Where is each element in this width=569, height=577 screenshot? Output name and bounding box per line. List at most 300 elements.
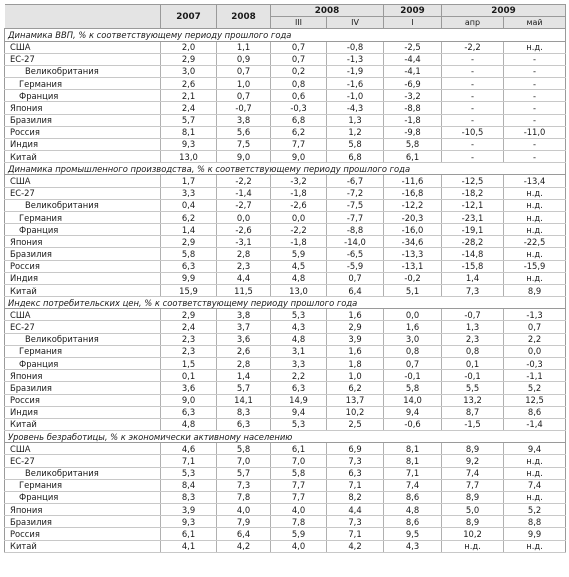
value-cell: 4,2	[327, 540, 384, 552]
value-cell: -0,3	[504, 357, 566, 369]
value-cell: 2,9	[161, 236, 217, 248]
value-cell: 2,3	[442, 333, 504, 345]
value-cell: -1,8	[271, 187, 327, 199]
value-cell: 4,0	[217, 504, 271, 516]
country-label: Япония	[5, 236, 161, 248]
country-label: Германия	[5, 211, 161, 223]
table-row	[5, 455, 566, 467]
value-cell: -2,2	[271, 224, 327, 236]
country-label: Великобритания	[5, 199, 161, 211]
value-cell: 2,4	[161, 321, 217, 333]
value-cell: 5,2	[504, 382, 566, 394]
value-cell: 0,1	[442, 357, 504, 369]
value-cell: 5,8	[327, 138, 384, 150]
value-cell: -1,5	[442, 418, 504, 430]
value-cell: -8,8	[327, 224, 384, 236]
value-cell: 2,5	[327, 418, 384, 430]
value-cell: -	[504, 102, 566, 114]
value-cell: н.д.	[504, 467, 566, 479]
value-cell: 5,8	[384, 138, 442, 150]
table-row	[5, 90, 566, 102]
value-cell: 0,7	[271, 53, 327, 65]
value-cell: 3,9	[161, 504, 217, 516]
value-cell: -19,1	[442, 224, 504, 236]
country-label: Индия	[5, 138, 161, 150]
value-cell: -1,8	[271, 236, 327, 248]
table-row	[5, 211, 566, 223]
value-cell: -34,6	[384, 236, 442, 248]
value-cell: -	[442, 102, 504, 114]
value-cell: 2,2	[504, 333, 566, 345]
country-label: Китай	[5, 418, 161, 430]
value-cell: 7,5	[217, 138, 271, 150]
value-cell: 2,6	[161, 78, 217, 90]
header-blank-cell	[5, 5, 161, 29]
country-label: Россия	[5, 394, 161, 406]
value-cell: 10,2	[327, 406, 384, 418]
value-cell: 8,2	[327, 491, 384, 503]
value-cell: 0,8	[384, 345, 442, 357]
section-header-row	[5, 29, 566, 41]
value-cell: 5,8	[271, 467, 327, 479]
value-cell: 7,0	[217, 455, 271, 467]
value-cell: -28,2	[442, 236, 504, 248]
value-cell: -	[442, 114, 504, 126]
country-label: Бразилия	[5, 114, 161, 126]
value-cell: 1,4	[217, 370, 271, 382]
value-cell: 7,3	[442, 284, 504, 296]
value-cell: 2,3	[161, 345, 217, 357]
value-cell: 3,0	[161, 65, 217, 77]
value-cell: 3,1	[271, 345, 327, 357]
value-cell: 1,0	[327, 370, 384, 382]
country-label: ЕС-27	[5, 187, 161, 199]
section-title: Уровень безработицы, % к экономически активному населению	[5, 431, 566, 443]
value-cell: 0,2	[271, 65, 327, 77]
value-cell: 4,4	[217, 272, 271, 284]
country-label: Япония	[5, 102, 161, 114]
country-label: США	[5, 41, 161, 53]
value-cell: 0,7	[217, 90, 271, 102]
value-cell: 3,3	[271, 357, 327, 369]
value-cell: -4,3	[327, 102, 384, 114]
value-cell: 8,6	[384, 491, 442, 503]
value-cell: н.д.	[504, 491, 566, 503]
country-label: США	[5, 309, 161, 321]
table-row	[5, 78, 566, 90]
value-cell: 2,8	[217, 357, 271, 369]
value-cell: 1,8	[327, 357, 384, 369]
country-label: Германия	[5, 78, 161, 90]
value-cell: 4,8	[271, 333, 327, 345]
value-cell: -1,6	[327, 78, 384, 90]
value-cell: 4,0	[271, 540, 327, 552]
value-cell: -2,7	[217, 199, 271, 211]
table-row	[5, 53, 566, 65]
value-cell: 8,1	[161, 126, 217, 138]
value-cell: 8,9	[442, 516, 504, 528]
value-cell: -	[504, 114, 566, 126]
value-cell: 6,4	[217, 528, 271, 540]
section-header-row	[5, 431, 566, 443]
value-cell: 0,1	[161, 370, 217, 382]
value-cell: -7,5	[327, 199, 384, 211]
value-cell: -2,6	[217, 224, 271, 236]
value-cell: 8,1	[384, 455, 442, 467]
table-row	[5, 528, 566, 540]
value-cell: -2,2	[217, 175, 271, 187]
value-cell: -	[504, 138, 566, 150]
value-cell: -11,0	[504, 126, 566, 138]
country-label: Германия	[5, 479, 161, 491]
value-cell: -0,1	[442, 370, 504, 382]
value-cell: 1,1	[217, 41, 271, 53]
value-cell: -4,4	[384, 53, 442, 65]
value-cell: 2,2	[271, 370, 327, 382]
value-cell: 0,0	[504, 345, 566, 357]
value-cell: 7,3	[217, 479, 271, 491]
value-cell: 7,1	[161, 455, 217, 467]
value-cell: 13,0	[271, 284, 327, 296]
value-cell: 5,9	[271, 528, 327, 540]
value-cell: 8,9	[442, 491, 504, 503]
value-cell: 9,4	[504, 443, 566, 455]
value-cell: -23,1	[442, 211, 504, 223]
value-cell: 8,3	[217, 406, 271, 418]
country-label: Китай	[5, 151, 161, 163]
value-cell: 11,5	[217, 284, 271, 296]
country-label: Франция	[5, 224, 161, 236]
value-cell: -	[504, 53, 566, 65]
section-header-row	[5, 297, 566, 309]
value-cell: 5,5	[442, 382, 504, 394]
value-cell: 5,8	[384, 382, 442, 394]
value-cell: -4,1	[384, 65, 442, 77]
value-cell: -22,5	[504, 236, 566, 248]
value-cell: 6,1	[161, 528, 217, 540]
value-cell: 8,4	[161, 479, 217, 491]
value-cell: -2,6	[271, 199, 327, 211]
value-cell: -0,6	[384, 418, 442, 430]
value-cell: -1,4	[217, 187, 271, 199]
value-cell: 2,8	[217, 248, 271, 260]
value-cell: 4,3	[384, 540, 442, 552]
value-cell: -	[442, 90, 504, 102]
value-cell: 6,9	[327, 443, 384, 455]
value-cell: -0,1	[384, 370, 442, 382]
value-cell: 15,9	[161, 284, 217, 296]
value-cell: 6,8	[271, 114, 327, 126]
header-group-2009-months: 2009	[442, 5, 566, 17]
value-cell: -13,3	[384, 248, 442, 260]
value-cell: -15,9	[504, 260, 566, 272]
table-row	[5, 516, 566, 528]
country-label: Великобритания	[5, 65, 161, 77]
value-cell: -3,2	[271, 175, 327, 187]
value-cell: -13,4	[504, 175, 566, 187]
value-cell: 8,8	[504, 516, 566, 528]
header-year-2008: 2008	[217, 5, 271, 29]
value-cell: -16,0	[384, 224, 442, 236]
value-cell: -	[442, 78, 504, 90]
value-cell: 4,2	[217, 540, 271, 552]
section-header-row	[5, 163, 566, 175]
value-cell: 9,4	[271, 406, 327, 418]
value-cell: 6,1	[271, 443, 327, 455]
value-cell: 6,4	[327, 284, 384, 296]
value-cell: 1,4	[442, 272, 504, 284]
value-cell: -14,8	[442, 248, 504, 260]
table-row	[5, 248, 566, 260]
table-row	[5, 224, 566, 236]
country-label: ЕС-27	[5, 455, 161, 467]
table-row	[5, 443, 566, 455]
value-cell: 3,0	[384, 333, 442, 345]
value-cell: -1,3	[504, 309, 566, 321]
value-cell: 2,3	[161, 333, 217, 345]
value-cell: 0,7	[217, 65, 271, 77]
value-cell: -6,5	[327, 248, 384, 260]
table-row	[5, 236, 566, 248]
value-cell: 0,8	[442, 345, 504, 357]
country-label: Индия	[5, 272, 161, 284]
value-cell: -3,2	[384, 90, 442, 102]
value-cell: 7,4	[384, 479, 442, 491]
country-label: Китай	[5, 540, 161, 552]
value-cell: 7,8	[217, 491, 271, 503]
value-cell: 6,2	[161, 211, 217, 223]
table-row	[5, 199, 566, 211]
value-cell: -18,2	[442, 187, 504, 199]
value-cell: -7,2	[327, 187, 384, 199]
value-cell: 9,3	[161, 516, 217, 528]
table-row	[5, 333, 566, 345]
value-cell: -0,7	[442, 309, 504, 321]
value-cell: -14,0	[327, 236, 384, 248]
value-cell: -6,7	[327, 175, 384, 187]
value-cell: 0,0	[217, 211, 271, 223]
value-cell: -8,8	[384, 102, 442, 114]
value-cell: -12,2	[384, 199, 442, 211]
value-cell: 5,9	[271, 248, 327, 260]
table-row	[5, 272, 566, 284]
value-cell: 0,0	[271, 211, 327, 223]
value-cell: 4,8	[384, 504, 442, 516]
value-cell: 3,3	[161, 187, 217, 199]
economic-indicators-table	[4, 4, 566, 553]
value-cell: 7,8	[271, 516, 327, 528]
header-q1: I	[384, 17, 442, 29]
value-cell: -	[504, 151, 566, 163]
table-row	[5, 467, 566, 479]
table-row	[5, 309, 566, 321]
country-label: Великобритания	[5, 333, 161, 345]
value-cell: 9,0	[217, 151, 271, 163]
value-cell: 9,3	[161, 138, 217, 150]
table-row	[5, 260, 566, 272]
section-title: Индекс потребительских цен, % к соответствующему периоду прошлого года	[5, 297, 566, 309]
value-cell: 4,8	[161, 418, 217, 430]
value-cell: н.д.	[442, 540, 504, 552]
value-cell: 12,5	[504, 394, 566, 406]
value-cell: 9,2	[442, 455, 504, 467]
value-cell: -2,5	[384, 41, 442, 53]
table-row	[5, 41, 566, 53]
country-label: Франция	[5, 357, 161, 369]
table-row	[5, 114, 566, 126]
value-cell: 8,1	[384, 443, 442, 455]
value-cell: 2,1	[161, 90, 217, 102]
value-cell: -1,8	[384, 114, 442, 126]
value-cell: 6,8	[327, 151, 384, 163]
value-cell: 7,3	[327, 516, 384, 528]
value-cell: -13,1	[384, 260, 442, 272]
value-cell: -9,8	[384, 126, 442, 138]
country-label: Франция	[5, 90, 161, 102]
indicators-table-wrapper	[4, 4, 565, 553]
value-cell: 2,0	[161, 41, 217, 53]
value-cell: 3,8	[217, 309, 271, 321]
value-cell: 0,0	[384, 309, 442, 321]
table-row	[5, 491, 566, 503]
value-cell: 14,9	[271, 394, 327, 406]
value-cell: 9,5	[384, 528, 442, 540]
value-cell: 0,7	[271, 41, 327, 53]
value-cell: -1,4	[504, 418, 566, 430]
table-row	[5, 126, 566, 138]
country-label: США	[5, 175, 161, 187]
value-cell: 1,6	[327, 345, 384, 357]
value-cell: 1,3	[327, 114, 384, 126]
value-cell: н.д.	[504, 455, 566, 467]
value-cell: 13,7	[327, 394, 384, 406]
value-cell: -0,2	[384, 272, 442, 284]
country-label: Россия	[5, 528, 161, 540]
value-cell: 5,6	[217, 126, 271, 138]
value-cell: 6,3	[271, 382, 327, 394]
value-cell: 2,3	[217, 260, 271, 272]
value-cell: 0,9	[217, 53, 271, 65]
value-cell: 5,8	[161, 248, 217, 260]
value-cell: 4,6	[161, 443, 217, 455]
value-cell: 6,3	[217, 418, 271, 430]
country-label: Япония	[5, 504, 161, 516]
value-cell: -7,7	[327, 211, 384, 223]
header-may: май	[504, 17, 566, 29]
value-cell: 8,7	[442, 406, 504, 418]
value-cell: 2,4	[161, 102, 217, 114]
value-cell: 2,9	[327, 321, 384, 333]
value-cell: 13,2	[442, 394, 504, 406]
table-row	[5, 504, 566, 516]
header-apr: апр	[442, 17, 504, 29]
value-cell: -	[442, 65, 504, 77]
value-cell: 9,9	[504, 528, 566, 540]
value-cell: 7,3	[327, 455, 384, 467]
value-cell: 1,7	[161, 175, 217, 187]
value-cell: 8,6	[384, 516, 442, 528]
table-row	[5, 175, 566, 187]
table-row	[5, 102, 566, 114]
table-row	[5, 540, 566, 552]
table-row	[5, 321, 566, 333]
value-cell: 5,8	[217, 443, 271, 455]
value-cell: -6,9	[384, 78, 442, 90]
value-cell: 4,4	[327, 504, 384, 516]
value-cell: 9,4	[384, 406, 442, 418]
value-cell: 3,7	[217, 321, 271, 333]
value-cell: 4,3	[271, 321, 327, 333]
value-cell: 0,7	[504, 321, 566, 333]
header-year-2007: 2007	[161, 5, 217, 29]
country-label: Россия	[5, 126, 161, 138]
table-row	[5, 65, 566, 77]
value-cell: 5,0	[442, 504, 504, 516]
value-cell: -	[504, 90, 566, 102]
value-cell: 4,5	[271, 260, 327, 272]
value-cell: 1,5	[161, 357, 217, 369]
value-cell: -	[442, 151, 504, 163]
value-cell: н.д.	[504, 211, 566, 223]
value-cell: 7,9	[217, 516, 271, 528]
value-cell: 5,7	[217, 467, 271, 479]
value-cell: 7,7	[271, 491, 327, 503]
section-title: Динамика ВВП, % к соответствующему периоду прошлого года	[5, 29, 566, 41]
value-cell: -3,1	[217, 236, 271, 248]
value-cell: -0,7	[217, 102, 271, 114]
value-cell: н.д.	[504, 187, 566, 199]
value-cell: н.д.	[504, 199, 566, 211]
value-cell: -2,2	[442, 41, 504, 53]
value-cell: 9,0	[271, 151, 327, 163]
value-cell: н.д.	[504, 41, 566, 53]
value-cell: н.д.	[504, 248, 566, 260]
value-cell: 7,1	[384, 467, 442, 479]
value-cell: 5,3	[161, 467, 217, 479]
value-cell: 2,6	[217, 345, 271, 357]
value-cell: -	[504, 65, 566, 77]
value-cell: 7,4	[504, 479, 566, 491]
value-cell: 6,3	[327, 467, 384, 479]
value-cell: 3,6	[161, 382, 217, 394]
table-row	[5, 357, 566, 369]
value-cell: -1,9	[327, 65, 384, 77]
value-cell: 8,9	[504, 284, 566, 296]
header-group-2009-quarter: 2009	[384, 5, 442, 17]
value-cell: 7,7	[271, 479, 327, 491]
table-row	[5, 345, 566, 357]
value-cell: 0,6	[271, 90, 327, 102]
value-cell: 2,9	[161, 53, 217, 65]
value-cell: 7,7	[442, 479, 504, 491]
country-label: Франция	[5, 491, 161, 503]
value-cell: 6,2	[271, 126, 327, 138]
country-label: Индия	[5, 406, 161, 418]
value-cell: -1,1	[504, 370, 566, 382]
value-cell: 1,6	[327, 309, 384, 321]
value-cell: н.д.	[504, 272, 566, 284]
country-label: США	[5, 443, 161, 455]
value-cell: н.д.	[504, 224, 566, 236]
value-cell: 7,1	[327, 479, 384, 491]
header-group-2008-quarters: 2008	[271, 5, 384, 17]
value-cell: 6,1	[384, 151, 442, 163]
value-cell: -12,1	[442, 199, 504, 211]
value-cell: 14,0	[384, 394, 442, 406]
section-title: Динамика промышленного производства, % к соответствующему периоду прошлого года	[5, 163, 566, 175]
value-cell: 4,8	[271, 272, 327, 284]
country-label: Германия	[5, 345, 161, 357]
